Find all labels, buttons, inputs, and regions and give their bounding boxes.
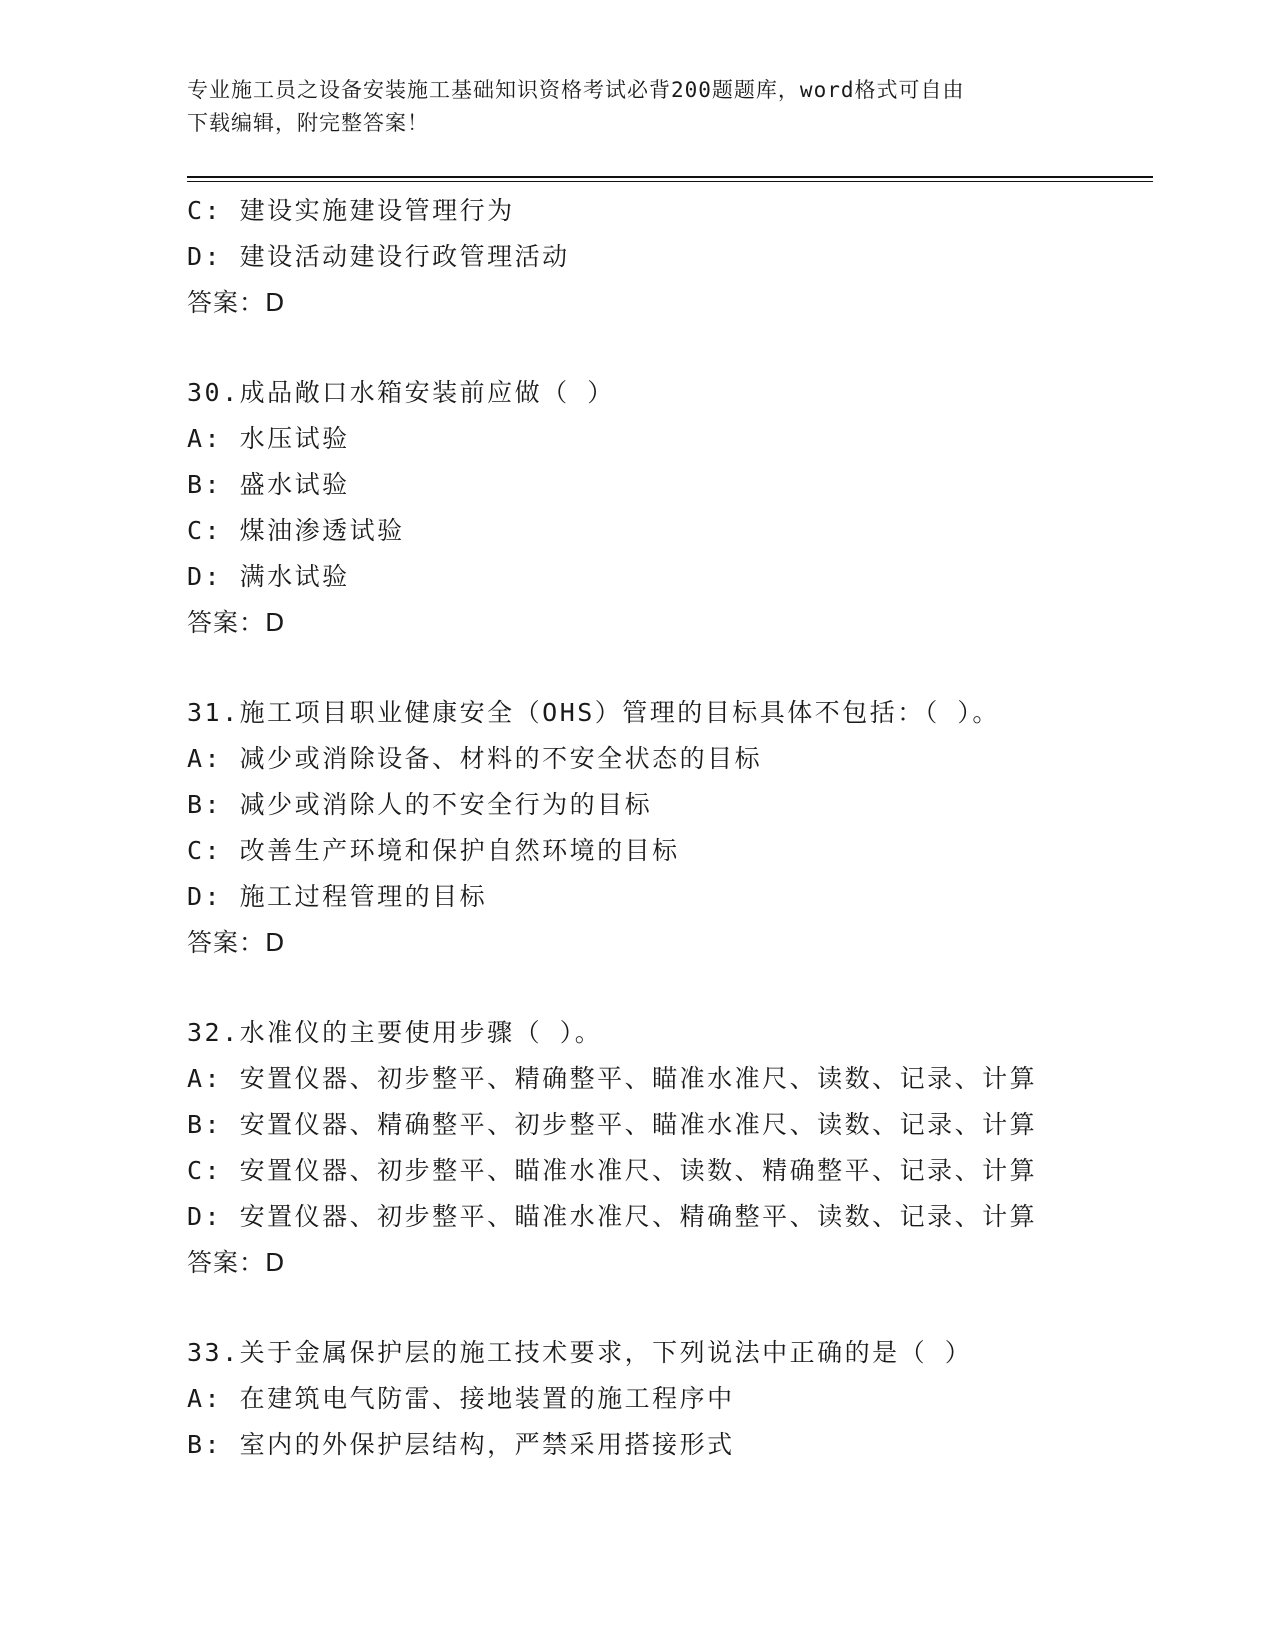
option-c: C: 煤油渗透试验 xyxy=(187,516,405,545)
option-a: A: 减少或消除设备、材料的不安全状态的目标 xyxy=(187,744,763,773)
document-header xyxy=(187,74,1067,140)
answer-line: 答案：D xyxy=(187,1248,286,1277)
option-b: B: 减少或消除人的不安全行为的目标 xyxy=(187,790,653,819)
question-30 xyxy=(187,370,1153,646)
question-stem: 31.施工项目职业健康安全（OHS）管理的目标具体不包括：（ ）。 xyxy=(187,698,1000,727)
option-c: C: 建设实施建设管理行为 xyxy=(187,196,515,225)
question-carryover xyxy=(187,188,1153,326)
question-stem: 32.水准仪的主要使用步骤（ ）。 xyxy=(187,1018,603,1047)
question-stem: 30.成品敞口水箱安装前应做（ ） xyxy=(187,378,615,407)
header-divider-thin xyxy=(187,181,1153,182)
question-list xyxy=(187,188,1153,1468)
option-b: B: 室内的外保护层结构，严禁采用搭接形式 xyxy=(187,1430,735,1459)
question-31 xyxy=(187,690,1153,966)
option-d: D: 施工过程管理的目标 xyxy=(187,882,488,911)
option-a: A: 安置仪器、初步整平、精确整平、瞄准水准尺、读数、记录、计算 xyxy=(187,1064,1038,1093)
header-line-1: 专业施工员之设备安装施工基础知识资格考试必背200题题库，word格式可自由 xyxy=(187,78,965,102)
option-a: A: 在建筑电气防雷、接地装置的施工程序中 xyxy=(187,1384,735,1413)
question-32 xyxy=(187,1010,1153,1286)
option-b: B: 盛水试验 xyxy=(187,470,350,499)
question-stem: 33.关于金属保护层的施工技术要求，下列说法中正确的是（ ） xyxy=(187,1338,973,1367)
answer-line: 答案：D xyxy=(187,928,286,957)
option-d: D: 满水试验 xyxy=(187,562,350,591)
option-d: D: 安置仪器、初步整平、瞄准水准尺、精确整平、读数、记录、计算 xyxy=(187,1202,1038,1231)
question-33 xyxy=(187,1330,1153,1468)
header-divider-thick xyxy=(187,176,1153,178)
option-c: C: 安置仪器、初步整平、瞄准水准尺、读数、精确整平、记录、计算 xyxy=(187,1156,1038,1185)
answer-line: 答案：D xyxy=(187,288,286,317)
option-a: A: 水压试验 xyxy=(187,424,350,453)
option-c: C: 改善生产环境和保护自然环境的目标 xyxy=(187,836,680,865)
answer-line: 答案：D xyxy=(187,608,286,637)
header-line-2: 下载编辑，附完整答案！ xyxy=(187,111,429,135)
option-d: D: 建设活动建设行政管理活动 xyxy=(187,242,570,271)
option-b: B: 安置仪器、精确整平、初步整平、瞄准水准尺、读数、记录、计算 xyxy=(187,1110,1038,1139)
